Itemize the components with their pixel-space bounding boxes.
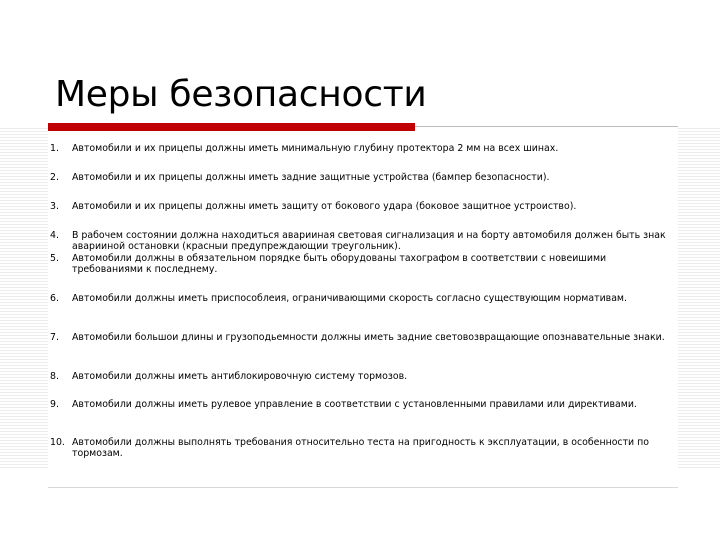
title-underline-accent bbox=[48, 123, 415, 131]
list-item bbox=[50, 253, 670, 275]
item-number: 6. bbox=[50, 293, 59, 304]
item-number: 10. bbox=[50, 437, 65, 448]
list-item bbox=[50, 143, 670, 154]
item-number: 4. bbox=[50, 230, 59, 241]
title-underline-rule bbox=[415, 126, 678, 127]
item-text: Автомобили должны выполнять требования относительно теста на пригодность к эксплуатации, в особенности по тормозам. bbox=[72, 437, 649, 459]
item-text: Автомобили должны иметь приспособлеия, ограничивающими скорость согласно существующим нормативам. bbox=[72, 293, 627, 304]
item-text: Автомобили и их прицепы должны иметь защиту от бокового удара (боковое защитное устроиство). bbox=[72, 201, 577, 212]
item-number: 8. bbox=[50, 371, 59, 382]
list-item bbox=[50, 230, 670, 252]
item-text: Автомобили и их прицепы должны иметь минимальную глубину протектора 2 мм на всех шинах. bbox=[72, 143, 559, 154]
item-text: Автомобили и их прицепы должны иметь задние защитные устройства (бампер безопасности). bbox=[72, 172, 550, 183]
list-item bbox=[50, 371, 670, 382]
item-text: Автомобили должны иметь антиблокировочную систему тормозов. bbox=[72, 371, 408, 382]
list-item bbox=[50, 332, 670, 343]
item-number: 9. bbox=[50, 399, 59, 410]
list-item bbox=[50, 172, 670, 183]
slide-title: Меры безопасности bbox=[55, 74, 427, 115]
item-text: В рабочем состоянии должна находиться аварииная световая сигнализация и на борту автомобиля должен быть знак аварииной остановки (красныи предупреждающии треугольник). bbox=[72, 230, 666, 252]
list-item bbox=[50, 437, 670, 459]
list-item bbox=[50, 399, 670, 410]
item-number: 2. bbox=[50, 172, 59, 183]
item-text: Автомобили должны иметь рулевое управление в соответствии с установленными правилами или директивами. bbox=[72, 399, 637, 410]
item-text: Автомобили большои длины и грузоподьемности должны иметь задние световозвращающие опознавательные знаки. bbox=[72, 332, 665, 343]
list-item bbox=[50, 293, 670, 304]
bottom-rule bbox=[48, 487, 678, 488]
item-text: Автомобили должны в обязательном порядке быть оборудованы тахографом в соответствии с новеишими требованиями к последнему. bbox=[72, 253, 607, 275]
item-number: 1. bbox=[50, 143, 59, 154]
item-number: 7. bbox=[50, 332, 59, 343]
item-number: 5. bbox=[50, 253, 59, 264]
list-item bbox=[50, 201, 670, 212]
item-number: 3. bbox=[50, 201, 59, 212]
